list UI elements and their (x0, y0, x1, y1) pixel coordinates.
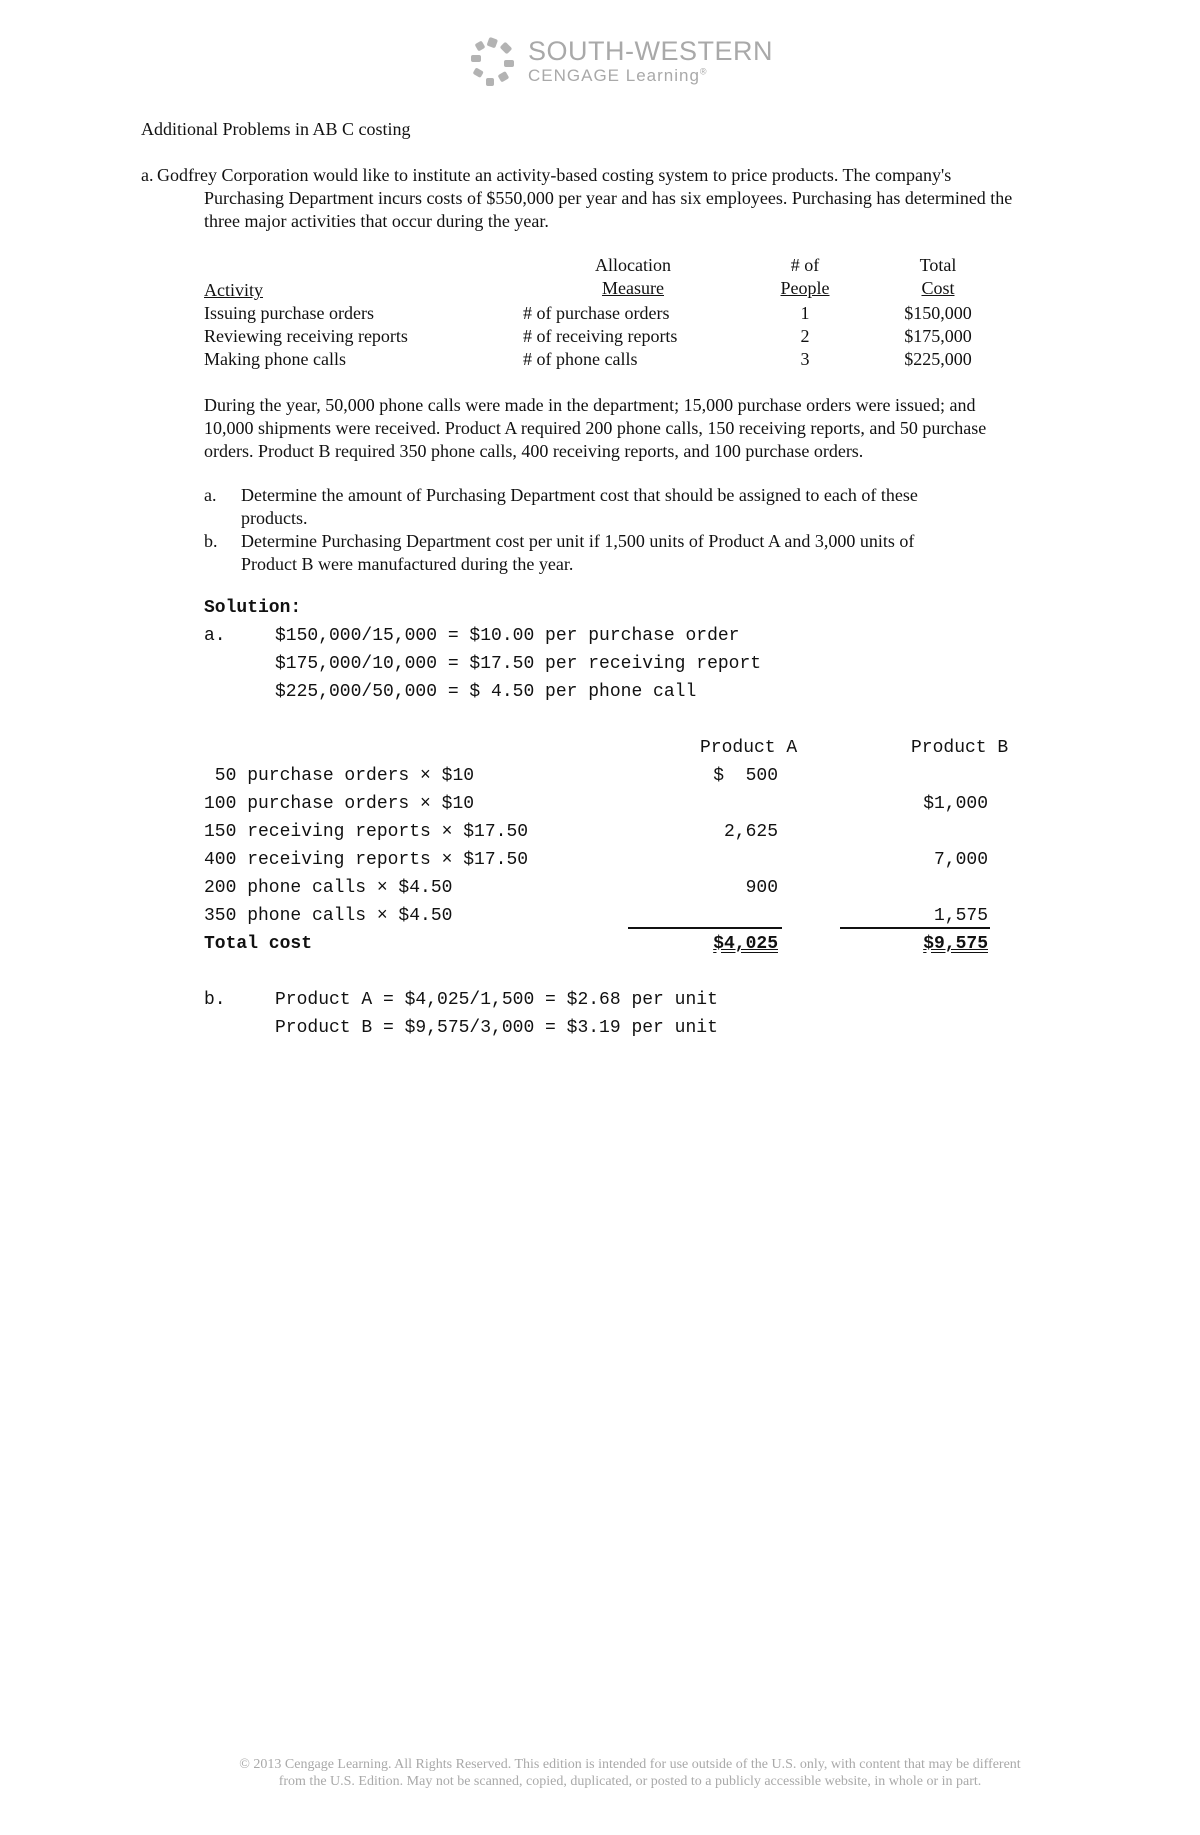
header-allocation: Allocation (595, 255, 671, 275)
activity-measure: # of receiving reports (523, 326, 678, 346)
rate-purchase-order: $150,000/15,000 = $10.00 per purchase order (275, 626, 740, 646)
narrative-line-2: 10,000 shipments were received. Product A required 200 phone calls, 150 receiving reports, and 50 purchase (204, 418, 987, 438)
task-b-line-1: Determine Purchasing Department cost per unit if 1,500 units of Product A and 3,000 units of (241, 531, 915, 551)
task-a-line-2: products. (241, 508, 308, 528)
activity-people: 2 (800, 326, 810, 346)
cost-row-label: 200 phone calls × $4.50 (204, 878, 453, 898)
activity-name: Making phone calls (204, 349, 346, 369)
header-people-top: # of (790, 255, 820, 275)
trademark-mark: ® (699, 66, 708, 77)
solution-title: Solution: (204, 598, 302, 618)
activity-name: Issuing purchase orders (204, 303, 374, 323)
task-b-line-2: Product B were manufactured during the year. (241, 554, 574, 574)
cost-row-label: 350 phone calls × $4.50 (204, 906, 453, 926)
activity-cost: $225,000 (904, 349, 972, 369)
activity-measure: # of purchase orders (523, 303, 670, 323)
cost-row-label: 100 purchase orders × $10 (204, 794, 475, 814)
subtotal-rule-b (840, 927, 990, 929)
document-heading: Additional Problems in AB C costing (141, 119, 411, 139)
activity-people: 3 (800, 349, 810, 369)
cost-row-product-a: 2,625 (723, 822, 778, 842)
solution-part-b-label: b. (204, 990, 226, 1010)
column-product-b: Product B (911, 738, 1009, 758)
cost-row-label: 400 receiving reports × $17.50 (204, 850, 529, 870)
cost-row-label: 150 receiving reports × $17.50 (204, 822, 529, 842)
cost-row-product-a: 900 (745, 878, 778, 898)
header-cost-top: Total (919, 255, 957, 275)
total-cost-label: Total cost (204, 934, 313, 954)
copyright-footer (150, 1756, 1110, 1790)
cost-row-product-b: 1,575 (933, 906, 988, 926)
total-product-a: $4,025 (713, 934, 778, 954)
activity-people: 1 (800, 303, 810, 323)
rate-phone-call: $225,000/50,000 = $ 4.50 per phone call (275, 682, 697, 702)
activity-cost: $150,000 (904, 303, 972, 323)
header-cost: Cost (921, 278, 955, 298)
narrative-line-3: orders. Product B required 350 phone calls, 400 receiving reports, and 100 purchase orders. (204, 441, 864, 461)
header-activity: Activity (204, 280, 263, 300)
activity-measure: # of phone calls (523, 349, 638, 369)
cost-row-product-b: 7,000 (933, 850, 988, 870)
rate-receiving-report: $175,000/10,000 = $17.50 per receiving report (275, 654, 762, 674)
cengage-burst-icon (468, 36, 518, 88)
problem-marker: a. (141, 165, 154, 185)
header-people: People (780, 278, 830, 298)
narrative-line-1: During the year, 50,000 phone calls were made in the department; 15,000 purchase orders were issued; and (204, 395, 976, 415)
logo-cengage-text (528, 66, 708, 86)
column-product-a: Product A (700, 738, 798, 758)
copyright-line-1: © 2013 Cengage Learning. All Rights Reserved. This edition is intended for use outside of the U.S. only, with content that may be different (239, 1757, 1021, 1772)
cost-row-product-b: $1,000 (923, 794, 988, 814)
activity-cost: $175,000 (904, 326, 972, 346)
per-unit-product-a: Product A = $4,025/1,500 = $2.68 per unit (275, 990, 718, 1010)
publisher-logo (468, 34, 773, 90)
task-a-label: a. (204, 485, 217, 505)
total-product-b: $9,575 (923, 934, 988, 954)
copyright-line-2: from the U.S. Edition. May not be scanned, copied, duplicated, or posted to a publicly accessible website, in whole or in part. (278, 1774, 982, 1789)
solution-part-a-label: a. (204, 626, 226, 646)
intro-line-3: three major activities that occur during the year. (204, 211, 549, 231)
subtotal-rule-a (628, 927, 782, 929)
activity-name: Reviewing receiving reports (204, 326, 408, 346)
task-b-label: b. (204, 531, 218, 551)
header-measure: Measure (602, 278, 664, 298)
logo-cengage-label: CENGAGE Learning (528, 66, 700, 85)
intro-line-1: Godfrey Corporation would like to institute an activity-based costing system to price products. The company's (157, 165, 952, 185)
per-unit-product-b: Product B = $9,575/3,000 = $3.19 per unit (275, 1018, 718, 1038)
cost-row-label: 50 purchase orders × $10 (204, 766, 475, 786)
task-a-line-1: Determine the amount of Purchasing Department cost that should be assigned to each of these (241, 485, 918, 505)
cost-row-product-a: $ 500 (713, 766, 778, 786)
intro-line-2: Purchasing Department incurs costs of $550,000 per year and has six employees. Purchasing has determined the (204, 188, 1013, 208)
logo-southwestern-text: SOUTH-WESTERN (528, 36, 773, 66)
